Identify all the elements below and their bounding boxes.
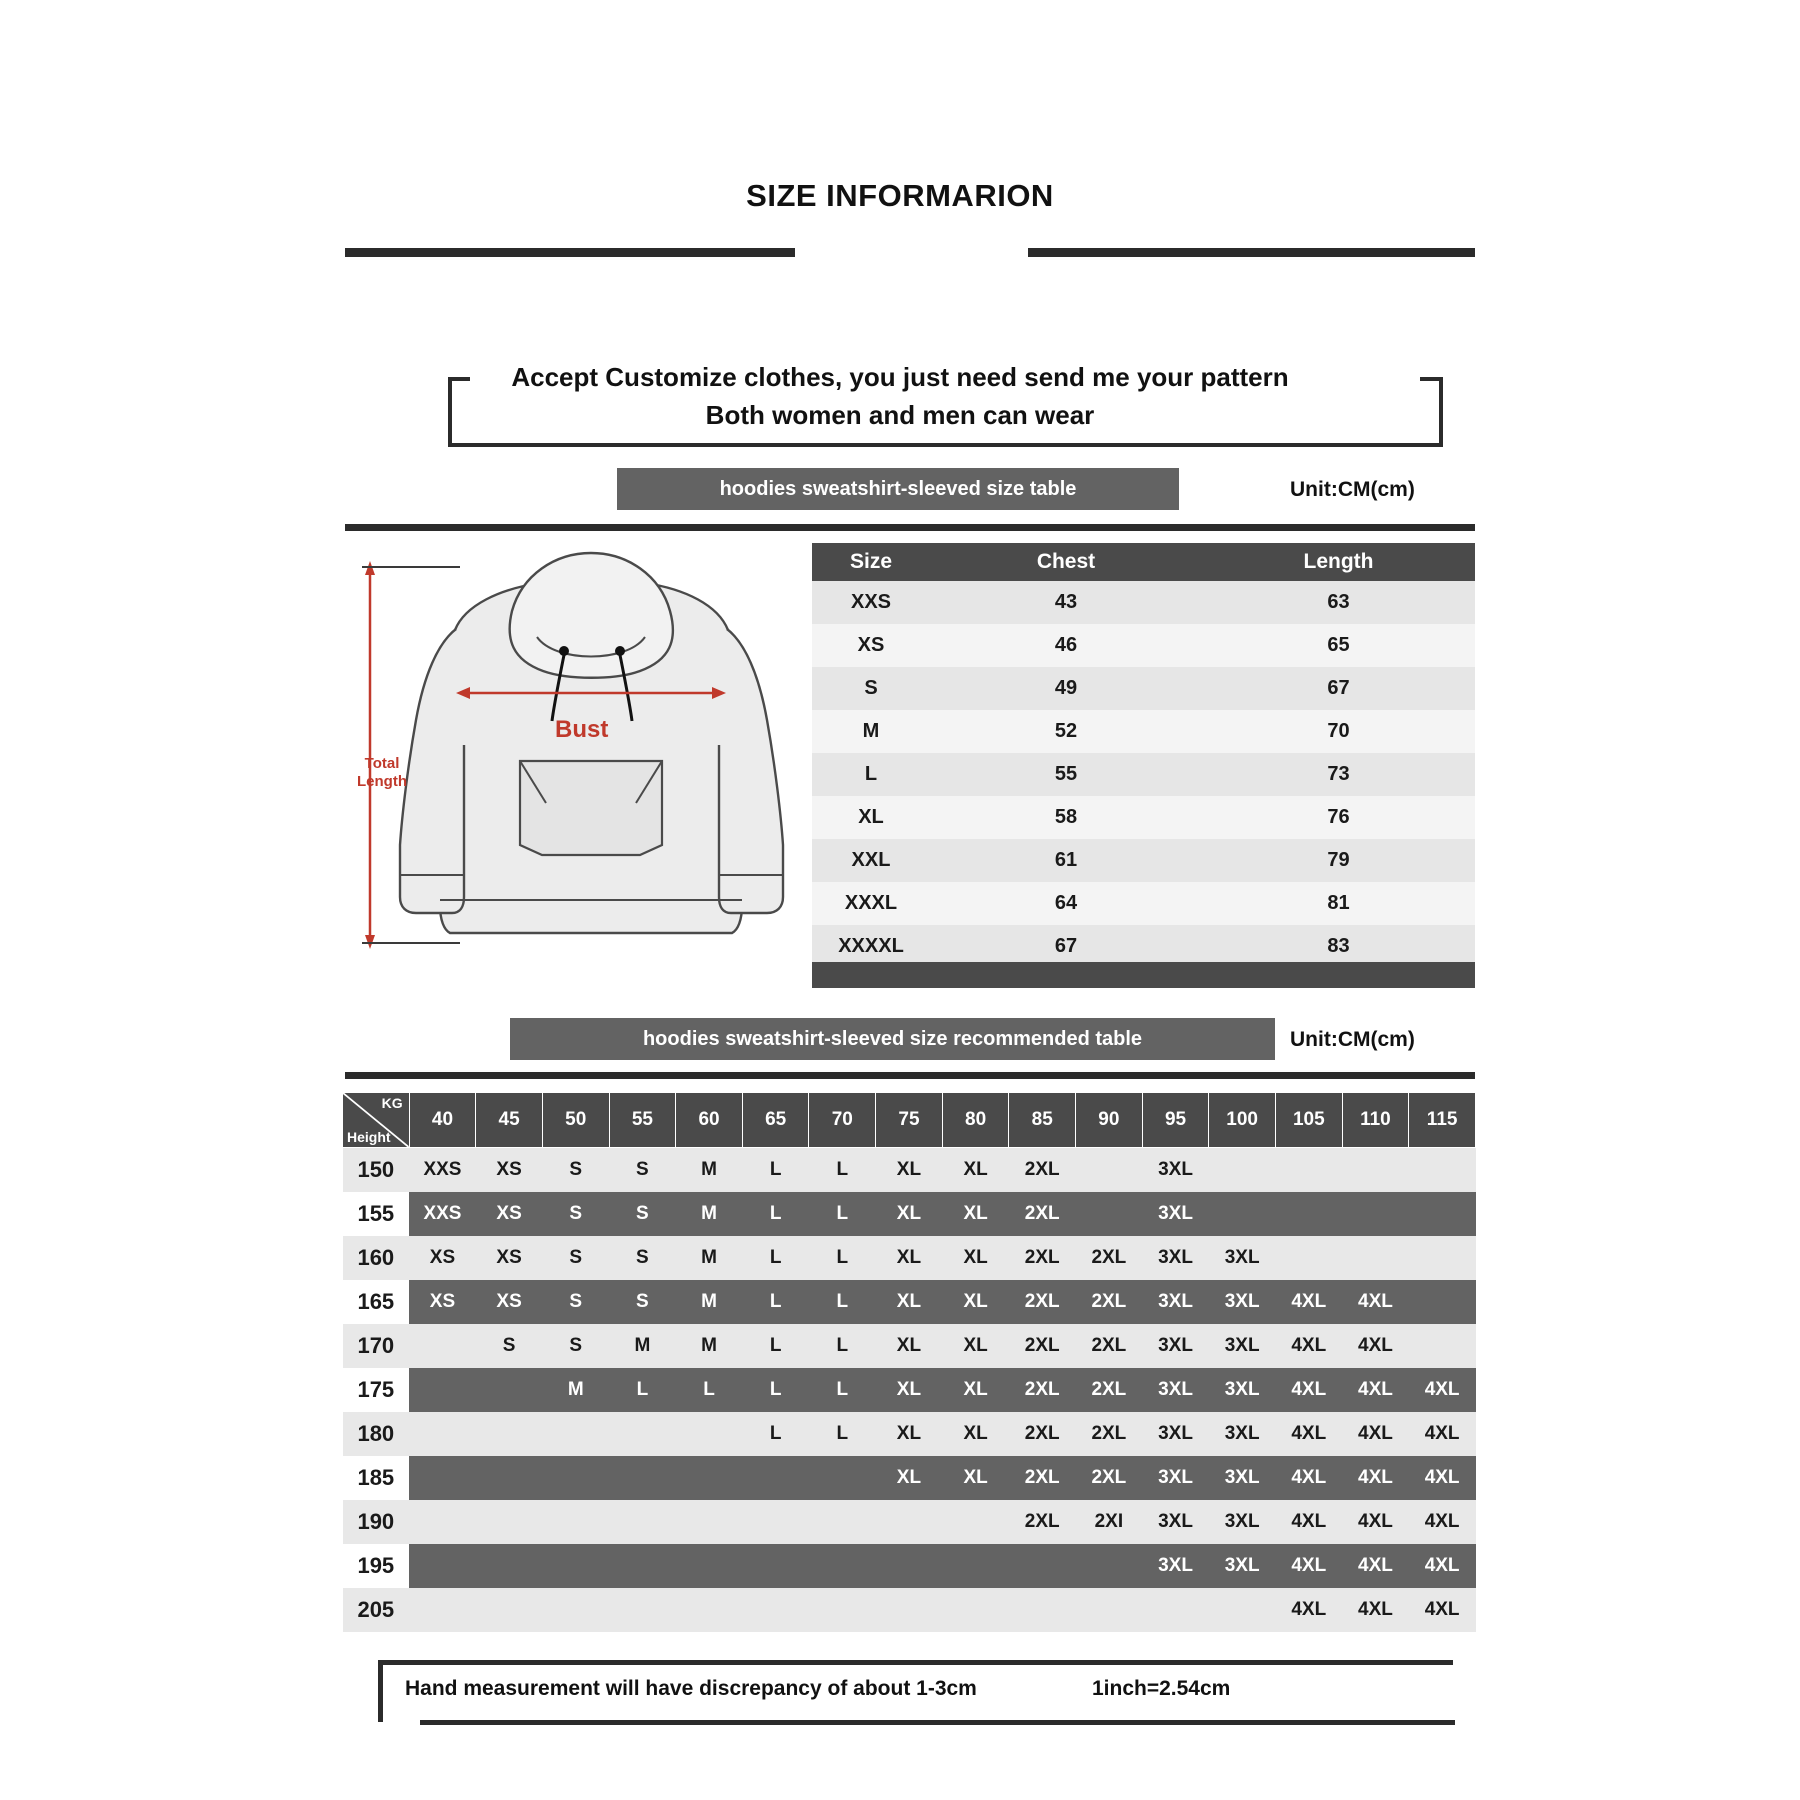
table-row	[343, 1192, 1476, 1236]
size-recommendation-cell	[476, 1368, 543, 1412]
size-recommendation-cell	[1409, 1324, 1476, 1368]
weight-header-cell: 40	[409, 1093, 476, 1148]
table-row	[812, 796, 1475, 839]
weight-header-cell: 110	[1342, 1093, 1409, 1148]
size-recommendation-cell: L	[809, 1192, 876, 1236]
size-recommendation-cell	[1409, 1236, 1476, 1280]
size-recommendation-cell: 3XL	[1142, 1368, 1209, 1412]
rule-under-size-caption	[345, 524, 1475, 531]
height-header-cell: 155	[343, 1192, 410, 1236]
size-recommendation-cell: 4XL	[1342, 1368, 1409, 1412]
footer-rule	[420, 1720, 1455, 1725]
size-cell: XL	[812, 796, 930, 839]
size-recommendation-cell: 3XL	[1209, 1324, 1276, 1368]
size-recommendation-cell: S	[609, 1192, 676, 1236]
size-table	[812, 543, 1475, 968]
weight-header-cell: 100	[1209, 1093, 1276, 1148]
size-recommendation-cell: XL	[876, 1192, 943, 1236]
total-length-label-line2: Length	[357, 773, 407, 790]
size-table-col-chest: Chest	[930, 543, 1202, 581]
size-recommendation-cell: S	[542, 1324, 609, 1368]
height-header-cell: 165	[343, 1280, 410, 1324]
page-title: SIZE INFORMARION	[746, 178, 1054, 213]
size-recommendation-cell	[1342, 1192, 1409, 1236]
table-row	[343, 1280, 1476, 1324]
weight-header-cell: 55	[609, 1093, 676, 1148]
size-recommendation-cell: XL	[942, 1456, 1009, 1500]
size-recommendation-cell	[942, 1544, 1009, 1588]
table-row	[343, 1236, 1476, 1280]
size-recommendation-cell: M	[542, 1368, 609, 1412]
length-cell: 81	[1202, 882, 1475, 925]
title-rule-left	[345, 248, 795, 257]
size-cell: L	[812, 753, 930, 796]
size-recommendation-cell: L	[742, 1148, 809, 1193]
height-header-cell: 180	[343, 1412, 410, 1456]
weight-header-cell: 95	[1142, 1093, 1209, 1148]
size-recommendation-cell: 2XL	[1076, 1236, 1143, 1280]
customize-note-line2: Both women and men can wear	[705, 400, 1095, 430]
recommend-table-body	[343, 1148, 1476, 1633]
size-recommendation-cell	[876, 1544, 943, 1588]
total-length-label	[347, 755, 417, 791]
size-recommendation-cell	[676, 1544, 743, 1588]
rule-under-recommend-caption	[345, 1072, 1475, 1079]
size-table-col-size: Size	[812, 543, 930, 581]
size-recommendation-cell: XXS	[409, 1192, 476, 1236]
size-recommendation-cell	[876, 1588, 943, 1632]
size-recommendation-cell	[409, 1456, 476, 1500]
size-recommendation-cell: S	[609, 1236, 676, 1280]
size-recommendation-cell: S	[609, 1148, 676, 1193]
size-recommendation-cell: S	[542, 1192, 609, 1236]
size-recommendation-cell	[542, 1456, 609, 1500]
chest-cell: 58	[930, 796, 1202, 839]
table-row	[812, 581, 1475, 624]
size-recommendation-cell	[1009, 1588, 1076, 1632]
size-recommendation-cell	[1342, 1236, 1409, 1280]
height-header-cell: 160	[343, 1236, 410, 1280]
size-recommendation-cell	[1076, 1148, 1143, 1193]
size-recommendation-cell: S	[476, 1324, 543, 1368]
chest-cell: 46	[930, 624, 1202, 667]
size-recommendation-cell	[1076, 1544, 1143, 1588]
table-row	[812, 882, 1475, 925]
height-header-cell: 205	[343, 1588, 410, 1632]
size-recommendation-cell	[476, 1412, 543, 1456]
size-recommendation-cell: XL	[942, 1148, 1009, 1193]
size-recommendation-cell: S	[542, 1148, 609, 1193]
size-recommendation-cell: 4XL	[1409, 1588, 1476, 1632]
size-recommendation-cell	[1409, 1280, 1476, 1324]
size-recommendation-cell: 2XL	[1076, 1280, 1143, 1324]
size-recommendation-cell: M	[676, 1324, 743, 1368]
size-recommendation-cell	[476, 1544, 543, 1588]
size-recommendation-cell	[1342, 1148, 1409, 1193]
size-recommendation-cell: XL	[942, 1280, 1009, 1324]
size-recommendation-cell	[409, 1500, 476, 1544]
size-recommendation-cell	[742, 1544, 809, 1588]
size-recommendation-cell	[676, 1456, 743, 1500]
size-recommendation-cell: XS	[409, 1280, 476, 1324]
size-recommendation-cell: 4XL	[1275, 1280, 1342, 1324]
size-table-footer-bar	[812, 962, 1475, 988]
length-cell: 79	[1202, 839, 1475, 882]
size-recommendation-cell	[409, 1412, 476, 1456]
customize-note	[0, 358, 1800, 434]
size-recommendation-cell	[809, 1456, 876, 1500]
weight-header-cell: 115	[1409, 1093, 1476, 1148]
size-recommendation-cell: L	[809, 1324, 876, 1368]
length-cell: 67	[1202, 667, 1475, 710]
size-table-unit: Unit:CM(cm)	[1290, 478, 1415, 501]
size-recommendation-cell: L	[809, 1236, 876, 1280]
size-recommendation-cell	[1209, 1588, 1276, 1632]
size-recommendation-cell	[409, 1324, 476, 1368]
total-length-label-line1: Total	[364, 755, 400, 772]
length-cell: 70	[1202, 710, 1475, 753]
size-recommendation-cell: 2XL	[1009, 1412, 1076, 1456]
size-recommendation-cell	[742, 1456, 809, 1500]
size-recommendation-cell	[409, 1368, 476, 1412]
size-recommendation-cell: 4XL	[1409, 1500, 1476, 1544]
size-recommendation-cell: XS	[409, 1236, 476, 1280]
bust-label: Bust	[555, 716, 609, 743]
size-recommendation-cell: L	[742, 1280, 809, 1324]
size-recommendation-cell	[676, 1412, 743, 1456]
weight-header-cell: 85	[1009, 1093, 1076, 1148]
size-recommendation-cell: XL	[876, 1236, 943, 1280]
height-header-cell: 195	[343, 1544, 410, 1588]
size-recommendation-cell	[476, 1456, 543, 1500]
size-recommendation-cell: 4XL	[1342, 1280, 1409, 1324]
size-table-caption: hoodies sweatshirt-sleeved size table	[617, 468, 1179, 510]
size-recommendation-cell	[876, 1500, 943, 1544]
size-recommendation-cell	[1209, 1148, 1276, 1193]
size-recommendation-cell	[542, 1544, 609, 1588]
size-recommendation-cell: S	[542, 1236, 609, 1280]
size-recommendation-cell: 4XL	[1342, 1588, 1409, 1632]
size-recommendation-cell	[1142, 1588, 1209, 1632]
size-recommendation-cell	[542, 1500, 609, 1544]
size-recommendation-cell: 2XI	[1076, 1500, 1143, 1544]
size-recommendation-cell	[942, 1500, 1009, 1544]
size-recommendation-cell	[809, 1500, 876, 1544]
size-recommendation-cell: 3XL	[1142, 1544, 1209, 1588]
size-recommendation-cell: XL	[876, 1456, 943, 1500]
size-recommendation-cell: 2XL	[1009, 1192, 1076, 1236]
size-recommendation-cell: 2XL	[1009, 1324, 1076, 1368]
size-recommendation-cell: 4XL	[1342, 1412, 1409, 1456]
recommend-table-header-row	[343, 1093, 1476, 1148]
size-recommendation-cell: 3XL	[1142, 1500, 1209, 1544]
size-recommendation-cell: XL	[942, 1324, 1009, 1368]
size-recommendation-cell: L	[742, 1368, 809, 1412]
size-recommendation-cell: XL	[876, 1368, 943, 1412]
size-recommendation-cell	[609, 1544, 676, 1588]
size-recommendation-cell: 2XL	[1076, 1324, 1143, 1368]
chest-cell: 55	[930, 753, 1202, 796]
size-recommendation-cell: XS	[476, 1280, 543, 1324]
size-recommendation-cell	[609, 1456, 676, 1500]
size-cell: XXXL	[812, 882, 930, 925]
recommend-table-unit: Unit:CM(cm)	[1290, 1028, 1415, 1051]
table-row	[812, 710, 1475, 753]
axis-corner-cell	[343, 1093, 410, 1148]
height-header-cell: 150	[343, 1148, 410, 1193]
size-table-col-length: Length	[1202, 543, 1475, 581]
size-recommendation-cell	[476, 1588, 543, 1632]
size-recommendation-cell: S	[609, 1280, 676, 1324]
size-recommendation-cell: 4XL	[1409, 1456, 1476, 1500]
size-recommendation-cell	[542, 1588, 609, 1632]
recommend-table	[342, 1092, 1476, 1632]
size-recommendation-cell	[1009, 1544, 1076, 1588]
table-row	[812, 624, 1475, 667]
chest-cell: 52	[930, 710, 1202, 753]
height-header-cell: 175	[343, 1368, 410, 1412]
size-recommendation-cell: 2XL	[1009, 1236, 1076, 1280]
size-recommendation-cell: 3XL	[1142, 1192, 1209, 1236]
weight-header-cell: 90	[1076, 1093, 1143, 1148]
size-recommendation-cell: 3XL	[1142, 1148, 1209, 1193]
size-recommendation-cell: 3XL	[1209, 1368, 1276, 1412]
size-recommendation-cell: 4XL	[1342, 1456, 1409, 1500]
size-recommendation-cell	[809, 1588, 876, 1632]
weight-header-cell: 75	[876, 1093, 943, 1148]
length-cell: 83	[1202, 925, 1475, 968]
size-recommendation-cell: 3XL	[1209, 1280, 1276, 1324]
length-cell: 73	[1202, 753, 1475, 796]
size-recommendation-cell: 4XL	[1275, 1412, 1342, 1456]
size-recommendation-cell	[409, 1588, 476, 1632]
size-recommendation-cell	[742, 1500, 809, 1544]
size-recommendation-cell: 3XL	[1209, 1456, 1276, 1500]
size-recommendation-cell: 2XL	[1076, 1456, 1143, 1500]
weight-header-cell: 70	[809, 1093, 876, 1148]
size-cell: XXXXL	[812, 925, 930, 968]
size-recommendation-cell: 3XL	[1209, 1544, 1276, 1588]
size-recommendation-cell	[1275, 1192, 1342, 1236]
size-recommendation-cell	[476, 1500, 543, 1544]
size-recommendation-cell: M	[676, 1236, 743, 1280]
size-recommendation-cell: 4XL	[1275, 1368, 1342, 1412]
size-recommendation-cell: M	[676, 1192, 743, 1236]
size-cell: XXS	[812, 581, 930, 624]
size-recommendation-cell: M	[676, 1280, 743, 1324]
table-row	[812, 667, 1475, 710]
size-recommendation-cell: 3XL	[1209, 1236, 1276, 1280]
weight-header-cell: 65	[742, 1093, 809, 1148]
size-recommendation-cell: M	[609, 1324, 676, 1368]
size-recommendation-cell	[609, 1588, 676, 1632]
size-recommendation-cell: 4XL	[1409, 1412, 1476, 1456]
size-recommendation-cell	[942, 1588, 1009, 1632]
table-row	[343, 1500, 1476, 1544]
chest-cell: 64	[930, 882, 1202, 925]
chest-cell: 43	[930, 581, 1202, 624]
size-recommendation-cell: XL	[942, 1192, 1009, 1236]
size-recommendation-cell: L	[609, 1368, 676, 1412]
weight-header-cell: 105	[1275, 1093, 1342, 1148]
size-recommendation-cell: 4XL	[1275, 1456, 1342, 1500]
size-recommendation-cell: XL	[876, 1412, 943, 1456]
size-recommendation-cell	[1076, 1192, 1143, 1236]
size-recommendation-cell	[409, 1544, 476, 1588]
size-recommendation-cell	[542, 1412, 609, 1456]
size-recommendation-cell: 4XL	[1409, 1368, 1476, 1412]
size-recommendation-cell: 2XL	[1076, 1368, 1143, 1412]
size-recommendation-cell	[609, 1500, 676, 1544]
size-recommendation-cell: 3XL	[1142, 1236, 1209, 1280]
size-recommendation-cell: 3XL	[1142, 1324, 1209, 1368]
customize-note-line1: Accept Customize clothes, you just need send me your pattern	[511, 362, 1289, 392]
size-recommendation-cell: 3XL	[1142, 1280, 1209, 1324]
size-recommendation-cell	[676, 1588, 743, 1632]
size-recommendation-cell: 4XL	[1342, 1544, 1409, 1588]
length-cell: 63	[1202, 581, 1475, 624]
size-recommendation-cell	[1409, 1192, 1476, 1236]
chest-cell: 61	[930, 839, 1202, 882]
size-recommendation-cell	[1275, 1148, 1342, 1193]
size-recommendation-cell: XL	[942, 1412, 1009, 1456]
size-recommendation-cell: 3XL	[1142, 1412, 1209, 1456]
axis-label-kg: KG	[381, 1095, 403, 1111]
weight-header-cell: 60	[676, 1093, 743, 1148]
size-cell: M	[812, 710, 930, 753]
size-recommendation-cell: S	[542, 1280, 609, 1324]
size-recommendation-cell: XL	[942, 1236, 1009, 1280]
size-recommendation-cell	[1076, 1588, 1143, 1632]
length-cell: 65	[1202, 624, 1475, 667]
weight-header-cell: 80	[942, 1093, 1009, 1148]
size-recommendation-cell: L	[742, 1324, 809, 1368]
size-recommendation-cell: L	[809, 1368, 876, 1412]
size-recommendation-cell: 3XL	[1209, 1500, 1276, 1544]
table-row	[343, 1324, 1476, 1368]
size-recommendation-cell: L	[809, 1148, 876, 1193]
size-recommendation-cell: M	[676, 1148, 743, 1193]
size-recommendation-cell	[1409, 1148, 1476, 1193]
size-recommendation-cell	[742, 1588, 809, 1632]
size-recommendation-cell: 2XL	[1009, 1280, 1076, 1324]
size-cell: S	[812, 667, 930, 710]
size-recommendation-cell	[676, 1500, 743, 1544]
size-recommendation-cell: 2XL	[1009, 1500, 1076, 1544]
size-recommendation-cell: XS	[476, 1236, 543, 1280]
size-recommendation-cell: L	[676, 1368, 743, 1412]
table-row	[812, 753, 1475, 796]
footer-conversion: 1inch=2.54cm	[1092, 1677, 1231, 1700]
size-recommendation-cell: 2XL	[1009, 1148, 1076, 1193]
size-recommendation-cell: 4XL	[1342, 1500, 1409, 1544]
size-recommendation-cell: XL	[942, 1368, 1009, 1412]
height-header-cell: 170	[343, 1324, 410, 1368]
size-recommendation-cell: 4XL	[1275, 1544, 1342, 1588]
recommend-table-caption: hoodies sweatshirt-sleeved size recommended table	[510, 1018, 1275, 1060]
size-recommendation-cell: L	[742, 1236, 809, 1280]
size-recommendation-cell: L	[809, 1412, 876, 1456]
table-row	[343, 1148, 1476, 1193]
length-cell: 76	[1202, 796, 1475, 839]
height-header-cell: 185	[343, 1456, 410, 1500]
table-row	[343, 1456, 1476, 1500]
size-recommendation-cell: XXS	[409, 1148, 476, 1193]
table-row	[343, 1368, 1476, 1412]
size-recommendation-cell: 4XL	[1342, 1324, 1409, 1368]
size-recommendation-cell: 4XL	[1275, 1500, 1342, 1544]
size-recommendation-cell: XL	[876, 1148, 943, 1193]
size-recommendation-cell	[809, 1544, 876, 1588]
size-recommendation-cell: 2XL	[1009, 1456, 1076, 1500]
size-recommendation-cell: XS	[476, 1192, 543, 1236]
table-row	[343, 1544, 1476, 1588]
size-recommendation-cell: L	[809, 1280, 876, 1324]
chest-cell: 67	[930, 925, 1202, 968]
chest-cell: 49	[930, 667, 1202, 710]
size-recommendation-cell	[1275, 1236, 1342, 1280]
size-recommendation-cell: 4XL	[1275, 1324, 1342, 1368]
height-header-cell: 190	[343, 1500, 410, 1544]
footer-note: Hand measurement will have discrepancy of about 1-3cm	[405, 1677, 977, 1700]
size-recommendation-cell: L	[742, 1192, 809, 1236]
weight-header-cell: 45	[476, 1093, 543, 1148]
size-recommendation-cell	[609, 1412, 676, 1456]
weight-header-cell: 50	[542, 1093, 609, 1148]
size-recommendation-cell: XL	[876, 1324, 943, 1368]
table-row	[343, 1588, 1476, 1632]
table-row	[343, 1412, 1476, 1456]
size-recommendation-cell: XL	[876, 1280, 943, 1324]
table-row	[812, 839, 1475, 882]
size-recommendation-cell: 2XL	[1009, 1368, 1076, 1412]
size-recommendation-cell: 3XL	[1142, 1456, 1209, 1500]
size-recommendation-cell: 4XL	[1409, 1544, 1476, 1588]
axis-label-height: Height	[347, 1129, 391, 1145]
size-recommendation-cell: 3XL	[1209, 1412, 1276, 1456]
size-cell: XS	[812, 624, 930, 667]
size-cell: XXL	[812, 839, 930, 882]
size-recommendation-cell	[1209, 1192, 1276, 1236]
title-rule-right	[1028, 248, 1475, 257]
size-recommendation-cell: XS	[476, 1148, 543, 1193]
size-recommendation-cell: 4XL	[1275, 1588, 1342, 1632]
size-recommendation-cell: L	[742, 1412, 809, 1456]
size-table-header-row	[812, 543, 1475, 581]
size-recommendation-cell: 2XL	[1076, 1412, 1143, 1456]
